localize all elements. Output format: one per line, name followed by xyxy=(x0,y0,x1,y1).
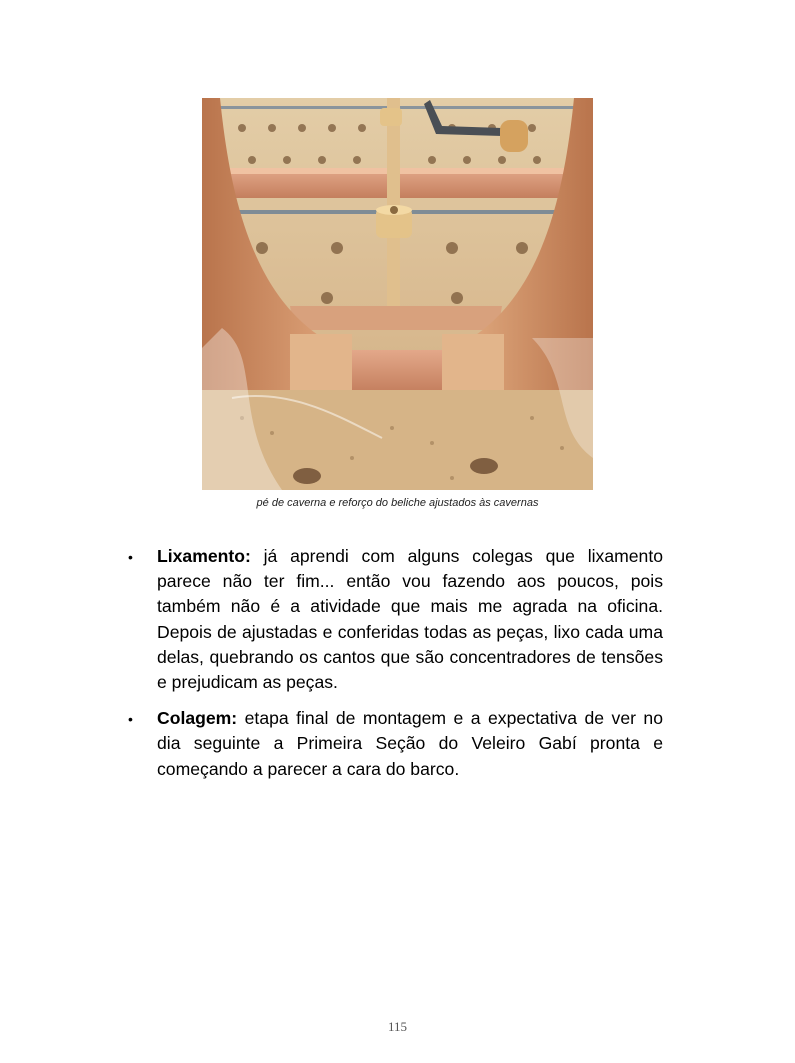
list-item-label: Lixamento: xyxy=(157,546,251,566)
list-item xyxy=(128,706,663,782)
list-item-text xyxy=(157,706,663,782)
bullet-dot-icon: • xyxy=(128,549,133,565)
list-item-body: etapa final de montagem e a expectativa de ver no dia seguinte a Primeira Seção do Veleiro Gabí pronta e começando a parecer a cara do barco. xyxy=(157,708,663,779)
list-item-label: Colagem: xyxy=(157,708,238,729)
page-number: 115 xyxy=(387,1019,408,1034)
workshop-photo xyxy=(202,98,593,490)
figure-caption: pé de caverna e reforço do beliche ajustados às cavernas xyxy=(256,497,539,509)
list-item-body: já aprendi com alguns colegas que lixamento parece não ter fim... então vou fazendo aos poucos, pois também não é a atividade que mais me agrada na oficina. Depois de ajustadas e conferidas todas as peças, lixo cada uma delas, quebrando os cantos que são concentradores de tensões e prejudicam as peças. xyxy=(157,546,664,693)
list-item-text xyxy=(157,544,663,695)
bullet-dot-icon: • xyxy=(128,711,133,728)
list-item xyxy=(128,544,663,695)
bullet-list xyxy=(128,544,663,793)
